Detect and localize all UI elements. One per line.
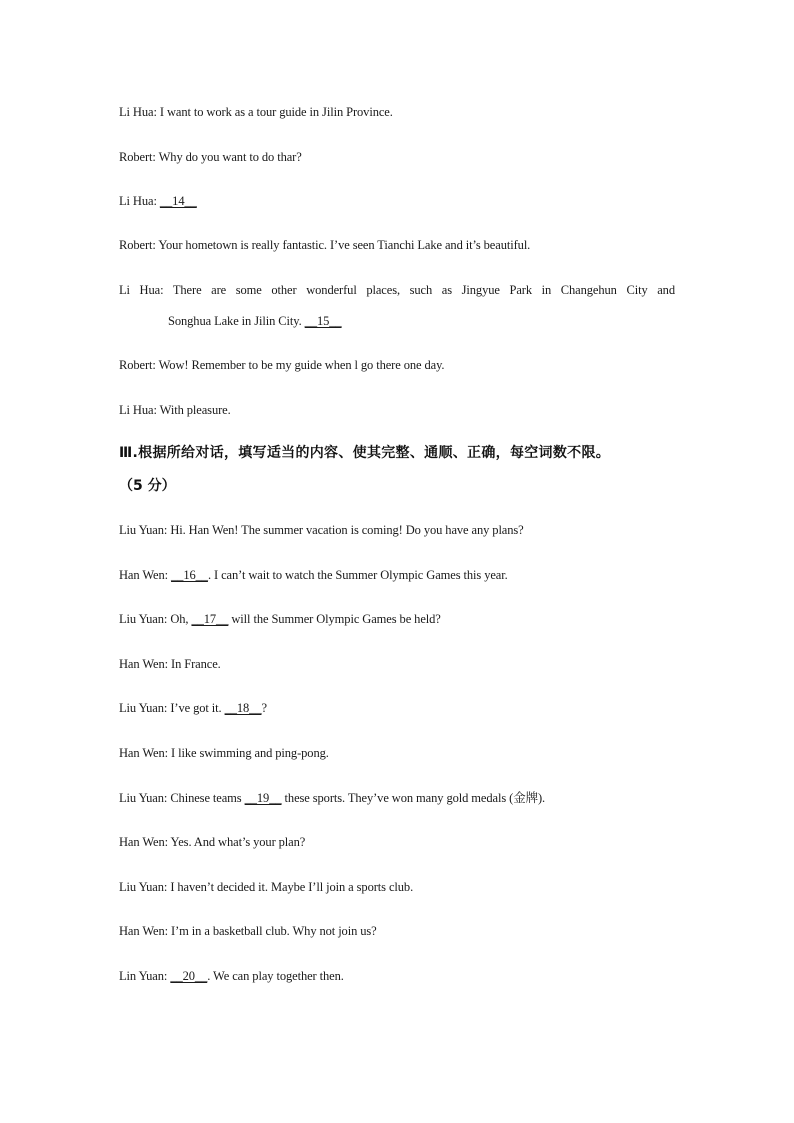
dialogue-line (119, 879, 413, 895)
speaker: Robert: (119, 150, 156, 164)
line-text: With pleasure. (156, 403, 231, 417)
answer-blank-20[interactable]: __20__ (170, 969, 208, 983)
dialogue-line (119, 237, 530, 253)
speaker: Liu Yuan: (119, 612, 168, 626)
dialogue-line (119, 790, 545, 806)
answer-blank-15[interactable]: __15__ (304, 314, 342, 328)
speaker: Han Wen: (119, 746, 168, 760)
dialogue-line (119, 656, 221, 672)
line-text: I like swimming and ping-pong. (168, 746, 329, 760)
speaker: Li Hua: (119, 194, 157, 208)
speaker: Han Wen: (119, 657, 168, 671)
dialogue-line (119, 149, 302, 165)
speaker: Liu Yuan: (119, 523, 168, 537)
dialogue-line (119, 968, 344, 984)
answer-blank-16[interactable]: __16__ (171, 568, 208, 582)
line-text: Yes. And what’s your plan? (168, 835, 306, 849)
speaker: Lin Yuan: (119, 969, 168, 983)
line-text: I want to work as a tour guide in Jilin Province. (156, 105, 393, 119)
answer-blank-19[interactable]: __19__ (244, 791, 282, 805)
speaker: Li Hua: (119, 105, 157, 119)
answer-blank-14[interactable]: __14__ (159, 194, 197, 208)
dialogue-line (119, 357, 444, 373)
answer-blank-18[interactable]: __18__ (224, 701, 262, 715)
line-text: Hi. Han Wen! The summer vacation is coming! Do you have any plans? (167, 523, 524, 537)
line-text: There are some other wonderful places, such as Jingyue Park in Changehun City and (172, 283, 675, 297)
dialogue-line (119, 700, 267, 716)
dialogue-line (119, 522, 524, 538)
dialogue-line (119, 834, 305, 850)
line-text: these sports. They’ve won many gold medals (金牌). (281, 791, 546, 805)
line-text: Your hometown is really fantastic. I’ve seen Tianchi Lake and it’s beautiful. (155, 238, 531, 252)
dialogue-line (119, 193, 197, 209)
line-text: . I can’t wait to watch the Summer Olympic Games this year. (207, 568, 508, 582)
dialogue-line (119, 567, 508, 583)
speaker: Liu Yuan: (119, 701, 168, 715)
dialogue-line (119, 611, 441, 627)
speaker: Han Wen: (119, 568, 168, 582)
line-text: In France. (168, 657, 221, 671)
speaker: Li Hua: (119, 403, 157, 417)
dialogue-line (119, 402, 231, 418)
speaker: Liu Yuan: (119, 791, 168, 805)
answer-blank-17[interactable]: __17__ (191, 612, 229, 626)
speaker: Han Wen: (119, 924, 168, 938)
dialogue-line (119, 104, 393, 120)
dialogue-line (119, 745, 329, 761)
line-text: Songhua Lake in Jilin City. (168, 314, 305, 328)
dialogue-line (119, 282, 675, 298)
line-text: Wow! Remember to be my guide when l go there one day. (155, 358, 445, 372)
dialogue-line (119, 923, 377, 939)
line-text: I’ve got it. (167, 701, 225, 715)
line-text: will the Summer Olympic Games be held? (228, 612, 441, 626)
speaker: Robert: (119, 238, 156, 252)
line-text: ? (261, 701, 267, 715)
line-text: Chinese teams (167, 791, 245, 805)
speaker: Liu Yuan: (119, 880, 168, 894)
section-score: （5 分） (119, 478, 176, 494)
dialogue-line-continuation (168, 313, 342, 329)
line-text: Why do you want to do thar? (155, 150, 302, 164)
speaker: Li Hua: (119, 283, 164, 297)
speaker: Han Wen: (119, 835, 168, 849)
section-heading: Ⅲ.根据所给对话，填写适当的内容、使其完整、通顺、正确，每空词数不限。 (119, 445, 611, 461)
line-text: . We can play together then. (207, 969, 344, 983)
speaker: Robert: (119, 358, 156, 372)
line-text: I haven’t decided it. Maybe I’ll join a sports club. (167, 880, 414, 894)
line-text: Oh, (167, 612, 192, 626)
line-text: I’m in a basketball club. Why not join us? (168, 924, 377, 938)
